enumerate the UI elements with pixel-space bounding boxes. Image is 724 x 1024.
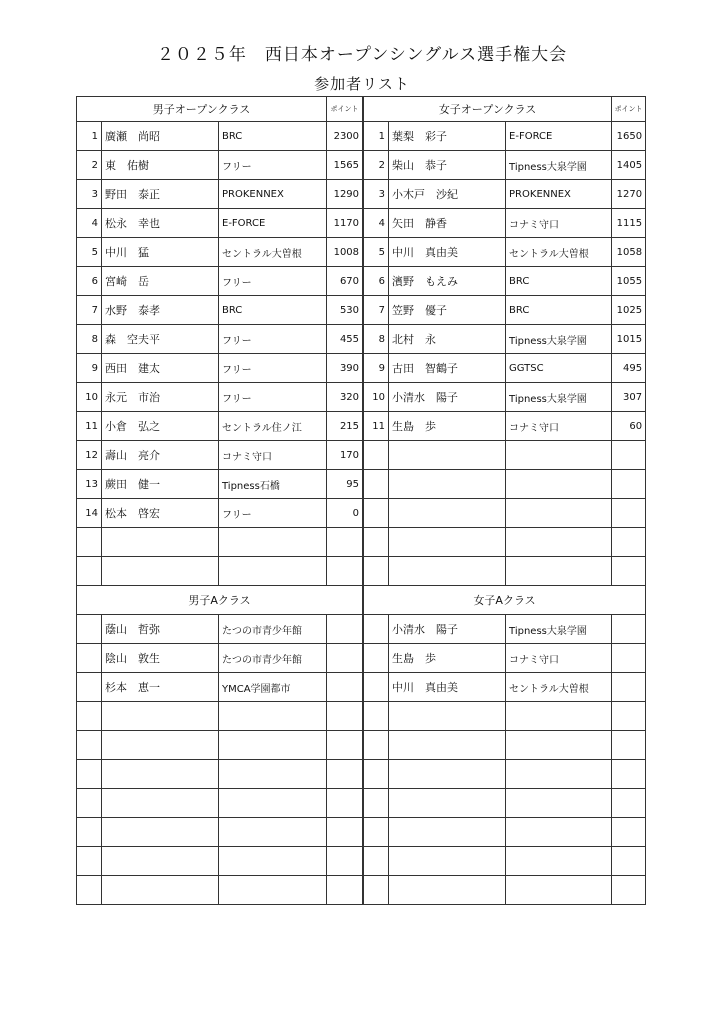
men-entry-name: 蕨田 健一 <box>102 470 219 499</box>
men-a-entry-number <box>77 818 102 847</box>
women-a-entry-points <box>612 615 646 644</box>
women-a-entry-name <box>389 731 506 760</box>
women-entry-club: Tipness大泉学園 <box>506 151 612 180</box>
women-entry-club: セントラル大曽根 <box>506 238 612 267</box>
women-a-entry-points <box>612 673 646 702</box>
table-row <box>77 673 646 702</box>
men-a-entry-number <box>77 731 102 760</box>
men-entry-number: 13 <box>77 470 102 499</box>
men-entry-points: 455 <box>327 325 363 354</box>
women-entry-club <box>506 557 612 586</box>
women-entry-name: 小木戸 沙紀 <box>389 180 506 209</box>
men-a-entry-points <box>327 731 363 760</box>
table-row <box>77 847 646 876</box>
men-entry-club: Tipness石橋 <box>219 470 327 499</box>
men-entry-name: 野田 泰正 <box>102 180 219 209</box>
men-a-entry-number <box>77 615 102 644</box>
women-a-entry-name <box>389 847 506 876</box>
women-entry-number <box>364 499 389 528</box>
women-entry-club: BRC <box>506 267 612 296</box>
men-entry-number <box>77 557 102 586</box>
women-a-entry-points <box>612 818 646 847</box>
women-entry-points: 1270 <box>612 180 646 209</box>
women-a-entry-number <box>364 876 389 905</box>
women-entry-club <box>506 441 612 470</box>
table-row <box>77 702 646 731</box>
men-point-header: ポイント <box>327 97 363 122</box>
men-a-entry-club <box>219 876 327 905</box>
women-entry-name: 葉梨 彩子 <box>389 122 506 151</box>
table-row <box>77 267 646 296</box>
men-a-entry-club: YMCA学園都市 <box>219 673 327 702</box>
table-row <box>77 209 646 238</box>
women-point-header: ポイント <box>612 97 646 122</box>
men-entry-name: 松本 啓宏 <box>102 499 219 528</box>
women-a-entry-points <box>612 644 646 673</box>
men-a-entry-name: 杉本 恵一 <box>102 673 219 702</box>
women-entry-number: 3 <box>364 180 389 209</box>
men-entry-name: 永元 市治 <box>102 383 219 412</box>
men-entry-points: 530 <box>327 296 363 325</box>
men-a-entry-club <box>219 702 327 731</box>
women-entry-number <box>364 528 389 557</box>
women-entry-club: Tipness大泉学園 <box>506 383 612 412</box>
women-a-entry-number <box>364 847 389 876</box>
women-a-entry-name: 生島 歩 <box>389 644 506 673</box>
men-entry-club <box>219 528 327 557</box>
women-a-entry-club <box>506 876 612 905</box>
women-a-entry-name <box>389 876 506 905</box>
women-entry-points <box>612 470 646 499</box>
men-entry-club: フリー <box>219 383 327 412</box>
women-entry-number: 6 <box>364 267 389 296</box>
women-entry-name: 柴山 恭子 <box>389 151 506 180</box>
men-entry-points: 170 <box>327 441 363 470</box>
women-entry-number: 9 <box>364 354 389 383</box>
men-entry-club: フリー <box>219 267 327 296</box>
men-a-entry-name: 陰山 敦生 <box>102 644 219 673</box>
women-a-entry-club <box>506 789 612 818</box>
men-a-entry-points <box>327 644 363 673</box>
women-entry-club: Tipness大泉学園 <box>506 325 612 354</box>
men-a-entry-points <box>327 876 363 905</box>
men-entry-number: 6 <box>77 267 102 296</box>
women-a-entry-club <box>506 847 612 876</box>
men-a-entry-name: 蔭山 哲弥 <box>102 615 219 644</box>
men-a-entry-club: たつの市青少年館 <box>219 644 327 673</box>
women-entry-points <box>612 557 646 586</box>
women-entry-points: 1405 <box>612 151 646 180</box>
men-a-entry-club: たつの市青少年館 <box>219 615 327 644</box>
women-entry-points: 307 <box>612 383 646 412</box>
women-entry-club: E-FORCE <box>506 122 612 151</box>
men-entry-number: 14 <box>77 499 102 528</box>
page-title: ２０２５年 西日本オープンシングルス選手権大会 <box>156 45 568 65</box>
men-a-entry-club <box>219 818 327 847</box>
table-row <box>77 354 646 383</box>
men-entry-club: コナミ守口 <box>219 441 327 470</box>
a-class-header-row <box>77 586 646 615</box>
men-entry-points: 670 <box>327 267 363 296</box>
women-entry-points <box>612 441 646 470</box>
table-row <box>77 499 646 528</box>
table-row <box>77 644 646 673</box>
men-entry-points <box>327 528 363 557</box>
women-entry-number <box>364 470 389 499</box>
women-entry-name: 小清水 陽子 <box>389 383 506 412</box>
men-entry-name: 西田 建太 <box>102 354 219 383</box>
men-entry-number: 8 <box>77 325 102 354</box>
men-a-entry-number <box>77 702 102 731</box>
men-a-entry-number <box>77 789 102 818</box>
women-entry-number: 10 <box>364 383 389 412</box>
men-entry-club: セントラル大曽根 <box>219 238 327 267</box>
women-a-entry-points <box>612 847 646 876</box>
women-entry-club: コナミ守口 <box>506 209 612 238</box>
men-a-entry-points <box>327 847 363 876</box>
men-a-entry-number <box>77 644 102 673</box>
women-entry-club <box>506 499 612 528</box>
men-entry-number: 10 <box>77 383 102 412</box>
women-a-entry-number <box>364 673 389 702</box>
men-entry-club: フリー <box>219 354 327 383</box>
men-a-entry-number <box>77 760 102 789</box>
women-a-entry-number <box>364 644 389 673</box>
women-a-entry-name: 小清水 陽子 <box>389 615 506 644</box>
table-row <box>77 760 646 789</box>
table-row <box>77 296 646 325</box>
men-entry-name: 東 佑樹 <box>102 151 219 180</box>
women-a-entry-number <box>364 615 389 644</box>
men-entry-number: 3 <box>77 180 102 209</box>
women-entry-points: 1055 <box>612 267 646 296</box>
women-a-entry-club: Tipness大泉学園 <box>506 615 612 644</box>
table-row <box>77 122 646 151</box>
women-a-entry-number <box>364 702 389 731</box>
men-a-entry-number <box>77 876 102 905</box>
men-entry-points: 1290 <box>327 180 363 209</box>
men-a-entry-points <box>327 789 363 818</box>
men-a-entry-points <box>327 760 363 789</box>
women-a-entry-points <box>612 760 646 789</box>
women-entry-number: 8 <box>364 325 389 354</box>
women-entry-club: GGTSC <box>506 354 612 383</box>
women-entry-name: 矢田 静香 <box>389 209 506 238</box>
women-entry-club: コナミ守口 <box>506 412 612 441</box>
women-entry-points: 1058 <box>612 238 646 267</box>
women-a-entry-points <box>612 789 646 818</box>
men-a-entry-number <box>77 847 102 876</box>
table-row <box>77 151 646 180</box>
women-entry-name <box>389 441 506 470</box>
men-a-entry-name <box>102 876 219 905</box>
women-entry-club: PROKENNEX <box>506 180 612 209</box>
men-entry-number: 9 <box>77 354 102 383</box>
women-a-entry-points <box>612 702 646 731</box>
women-entry-points: 1650 <box>612 122 646 151</box>
women-a-entry-name <box>389 702 506 731</box>
women-a-entry-name <box>389 818 506 847</box>
women-entry-number: 2 <box>364 151 389 180</box>
table-row <box>77 383 646 412</box>
women-entry-name: 濱野 もえみ <box>389 267 506 296</box>
open-class-header-row <box>77 97 646 122</box>
men-a-header: 男子Aクラス <box>77 586 363 615</box>
men-entry-number: 12 <box>77 441 102 470</box>
men-a-entry-points <box>327 818 363 847</box>
women-entry-number: 1 <box>364 122 389 151</box>
men-a-entry-club <box>219 847 327 876</box>
men-a-entry-club <box>219 789 327 818</box>
women-entry-points: 495 <box>612 354 646 383</box>
men-entry-number: 1 <box>77 122 102 151</box>
men-entry-number: 11 <box>77 412 102 441</box>
table-row <box>77 557 646 586</box>
women-entry-number <box>364 557 389 586</box>
women-entry-name <box>389 557 506 586</box>
women-a-entry-name <box>389 789 506 818</box>
women-entry-name <box>389 528 506 557</box>
men-entry-name <box>102 557 219 586</box>
women-entry-points: 1115 <box>612 209 646 238</box>
men-a-entry-points <box>327 673 363 702</box>
women-a-entry-club: セントラル大曽根 <box>506 673 612 702</box>
women-entry-club <box>506 528 612 557</box>
table-row <box>77 470 646 499</box>
men-entry-points: 320 <box>327 383 363 412</box>
women-a-entry-points <box>612 876 646 905</box>
men-entry-name: 壽山 亮介 <box>102 441 219 470</box>
men-entry-name: 宮崎 岳 <box>102 267 219 296</box>
men-entry-number: 7 <box>77 296 102 325</box>
table-row <box>77 441 646 470</box>
men-a-entry-name <box>102 818 219 847</box>
men-entry-name: 小倉 弘之 <box>102 412 219 441</box>
men-a-entry-number <box>77 673 102 702</box>
women-entry-number: 5 <box>364 238 389 267</box>
women-entry-points: 60 <box>612 412 646 441</box>
men-entry-points: 0 <box>327 499 363 528</box>
men-entry-club: BRC <box>219 296 327 325</box>
table-row <box>77 731 646 760</box>
men-a-entry-points <box>327 702 363 731</box>
men-entry-name: 水野 泰孝 <box>102 296 219 325</box>
women-entry-points <box>612 499 646 528</box>
women-a-entry-club <box>506 760 612 789</box>
men-entry-name: 松永 幸也 <box>102 209 219 238</box>
men-a-entry-club <box>219 731 327 760</box>
women-a-entry-club <box>506 818 612 847</box>
men-entry-club: フリー <box>219 325 327 354</box>
women-entry-club <box>506 470 612 499</box>
women-a-entry-name <box>389 760 506 789</box>
women-entry-name: 笠野 優子 <box>389 296 506 325</box>
women-entry-number: 11 <box>364 412 389 441</box>
women-entry-points: 1015 <box>612 325 646 354</box>
men-entry-number <box>77 528 102 557</box>
women-entry-name: 中川 真由美 <box>389 238 506 267</box>
men-entry-club <box>219 557 327 586</box>
women-a-entry-number <box>364 789 389 818</box>
table-row <box>77 818 646 847</box>
men-entry-points: 95 <box>327 470 363 499</box>
men-entry-name: 中川 猛 <box>102 238 219 267</box>
table-row <box>77 238 646 267</box>
men-entry-club: フリー <box>219 499 327 528</box>
women-entry-number: 7 <box>364 296 389 325</box>
men-a-entry-points <box>327 615 363 644</box>
men-entry-club: セントラル住ノ江 <box>219 412 327 441</box>
table-row <box>77 325 646 354</box>
men-entry-points: 1170 <box>327 209 363 238</box>
men-a-entry-name <box>102 760 219 789</box>
women-entry-number: 4 <box>364 209 389 238</box>
women-a-entry-number <box>364 818 389 847</box>
women-a-entry-club <box>506 702 612 731</box>
men-a-entry-club <box>219 760 327 789</box>
men-entry-points <box>327 557 363 586</box>
table-row <box>77 789 646 818</box>
women-a-entry-club <box>506 731 612 760</box>
men-entry-name <box>102 528 219 557</box>
table-row <box>77 615 646 644</box>
men-entry-points: 215 <box>327 412 363 441</box>
table-row <box>77 528 646 557</box>
men-entry-number: 5 <box>77 238 102 267</box>
women-entry-name: 生島 歩 <box>389 412 506 441</box>
women-entry-club: BRC <box>506 296 612 325</box>
men-entry-name: 廣瀬 尚昭 <box>102 122 219 151</box>
women-a-entry-number <box>364 731 389 760</box>
women-a-entry-name: 中川 真由美 <box>389 673 506 702</box>
men-a-entry-name <box>102 789 219 818</box>
women-entry-name <box>389 470 506 499</box>
women-a-entry-club: コナミ守口 <box>506 644 612 673</box>
women-a-entry-points <box>612 731 646 760</box>
men-entry-name: 森 空夫平 <box>102 325 219 354</box>
men-entry-number: 2 <box>77 151 102 180</box>
women-entry-name <box>389 499 506 528</box>
women-entry-number <box>364 441 389 470</box>
men-entry-points: 2300 <box>327 122 363 151</box>
men-a-entry-name <box>102 702 219 731</box>
men-entry-points: 1565 <box>327 151 363 180</box>
men-open-header: 男子オープンクラス <box>77 97 327 122</box>
men-a-entry-name <box>102 847 219 876</box>
page-subtitle: 参加者リスト <box>314 75 410 93</box>
women-entry-name: 北村 永 <box>389 325 506 354</box>
table-row <box>77 876 646 905</box>
men-entry-club: E-FORCE <box>219 209 327 238</box>
men-entry-number: 4 <box>77 209 102 238</box>
men-entry-club: フリー <box>219 151 327 180</box>
men-entry-points: 390 <box>327 354 363 383</box>
men-a-entry-name <box>102 731 219 760</box>
women-entry-points <box>612 528 646 557</box>
women-open-header: 女子オープンクラス <box>364 97 612 122</box>
men-entry-club: BRC <box>219 122 327 151</box>
women-entry-name: 古田 智鶴子 <box>389 354 506 383</box>
participant-table <box>76 96 646 905</box>
women-entry-points: 1025 <box>612 296 646 325</box>
men-entry-club: PROKENNEX <box>219 180 327 209</box>
table-row <box>77 180 646 209</box>
women-a-entry-number <box>364 760 389 789</box>
table-row <box>77 412 646 441</box>
men-entry-points: 1008 <box>327 238 363 267</box>
women-a-header: 女子Aクラス <box>364 586 646 615</box>
